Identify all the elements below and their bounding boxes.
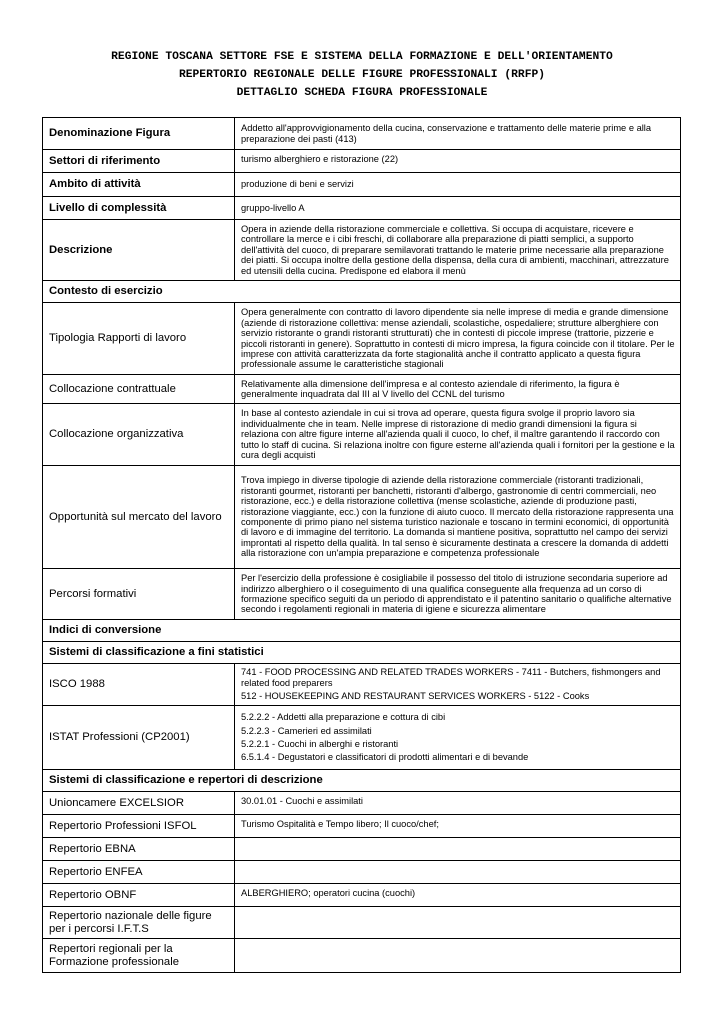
section-indici: Indici di conversione bbox=[43, 620, 681, 642]
value-settori: turismo alberghiero e ristorazione (22) bbox=[235, 150, 681, 173]
label-enfea: Repertorio ENFEA bbox=[43, 861, 235, 884]
value-ambito: produzione di beni e servizi bbox=[235, 173, 681, 197]
header-line-1: REGIONE TOSCANA SETTORE FSE E SISTEMA DELLA FORMAZIONE E DELL'ORIENTAMENTO bbox=[111, 51, 613, 63]
value-istat bbox=[235, 706, 681, 770]
label-obnf: Repertorio OBNF bbox=[43, 884, 235, 907]
row-istat bbox=[43, 706, 681, 770]
row-ambito bbox=[43, 173, 681, 197]
label-contrattuale: Collocazione contrattuale bbox=[43, 375, 235, 404]
value-regionali bbox=[235, 939, 681, 973]
row-enfea bbox=[43, 861, 681, 884]
row-isfol bbox=[43, 815, 681, 838]
value-organizzativa: In base al contesto aziendale in cui si trova ad operare, questa figura svolge il proprio lavoro sia individualmente che in team. Nelle imprese di ristorazione di medio grandi dimensioni la figura si relaziona con altre figure interne all'azienda quali il cuoco, lo chef, il maître garantendo il raccordo con tutto lo staff di cucina. Si relaziona inoltre con figure esterne all'azienda quali i fornitori per la gestione e la cura degli acquisti bbox=[235, 404, 681, 466]
label-unioncamere: Unioncamere EXCELSIOR bbox=[43, 792, 235, 815]
row-sistemi-rep bbox=[43, 770, 681, 792]
value-livello: gruppo-livello A bbox=[235, 197, 681, 220]
row-tipologia bbox=[43, 303, 681, 375]
value-descrizione: Opera in aziende della ristorazione commerciale e collettiva. Si occupa di acquistare, ricevere e controllare la merce e i cibi freschi, di collaborare alla preparazione di piatti semplici, a supporto dell'attività del cuoco, di preparare semilavorati trattando le materie prime necessarie alla preparazione dei piatti. Si occupa inoltre della gestione della dispensa, della cura di ambienti, macchinari, attrezzature ed utensili della cucina. Predispone ed elabora il menù bbox=[235, 220, 681, 281]
label-denominazione: Denominazione Figura bbox=[43, 118, 235, 150]
value-tipologia: Opera generalmente con contratto di lavoro dipendente sia nelle imprese di media e grande dimensione (aziende di ristorazione collettiva: mense aziendali, scolastiche, ospedaliere; strutture alberghiere con servizio ristorante o grandi ristoranti strutturati) che in contesti di piccole imprese (trattorie, pizzerie e piccoli ristoranti in genere). Soprattutto in contesti di micro impresa, la figura coincide con il titolare. Per le imprese con attività caratterizzata da forte stagionalità anche il contratto applicato a questa figura professionale assume le caratteristiche stagionali bbox=[235, 303, 681, 375]
value-opportunita: Trova impiego in diverse tipologie di aziende della ristorazione commerciale (ristoranti tradizionali, ristoranti gourmet, ristoranti per banchetti, ristoranti d'albergo, gastronomie di centri commerciali, neo ristorazione, ecc.) e della ristorazione collettiva (mense scolastiche, aziende di produzione pasti, ristorazione viaggiante, ecc.) con la funzione di aiuto cuoco. Il mercato della ristorazione rappresenta una componente di primo piano nel sistema turistico nazionale e toscano in termini economici, di opportunità di lavoro e di immagine del territorio. La domanda si mantiene positiva, soprattutto nel campo dei servizi improntati al rispetto della qualità. In tal senso è sicuramente destinata a crescere la domanda di addetti alla ristorazione con un'ampia preparazione e competenza professionale bbox=[235, 466, 681, 569]
scheda-table bbox=[42, 117, 681, 973]
istat-entry: 5.2.2.2 - Addetti alla preparazione e cottura di cibi bbox=[241, 712, 446, 723]
istat-entry: 6.5.1.4 - Degustatori e classificatori di prodotti alimentari e di bevande bbox=[241, 752, 529, 763]
label-istat: ISTAT Professioni (CP2001) bbox=[43, 706, 235, 770]
label-descrizione: Descrizione bbox=[43, 220, 235, 281]
row-obnf bbox=[43, 884, 681, 907]
row-settori bbox=[43, 150, 681, 173]
label-ifts: Repertorio nazionale delle figure per i percorsi I.F.T.S bbox=[43, 907, 235, 939]
label-settori: Settori di riferimento bbox=[43, 150, 235, 173]
label-regionali: Repertori regionali per la Formazione professionale bbox=[43, 939, 235, 973]
value-isfol: Turismo Ospitalità e Tempo libero; Il cuoco/chef; bbox=[235, 815, 681, 838]
value-ebna bbox=[235, 838, 681, 861]
label-organizzativa: Collocazione organizzativa bbox=[43, 404, 235, 466]
value-contrattuale: Relativamente alla dimensione dell'impresa e al contesto aziendale di riferimento, la figura è generalmente inquadrata dal III al V livello del CCNL del turismo bbox=[235, 375, 681, 404]
row-livello bbox=[43, 197, 681, 220]
header-line-3: DETTAGLIO SCHEDA FIGURA PROFESSIONALE bbox=[236, 87, 488, 99]
label-opportunita: Opportunità sul mercato del lavoro bbox=[43, 466, 235, 569]
istat-entry: 5.2.2.3 - Camerieri ed assimilati bbox=[241, 725, 372, 736]
row-ifts bbox=[43, 907, 681, 939]
value-denominazione: Addetto all'approvvigionamento della cucina, conservazione e trattamento delle materie prime e alla preparazione dei pasti (413) bbox=[235, 118, 681, 150]
value-isco bbox=[235, 664, 681, 706]
row-percorsi bbox=[43, 569, 681, 620]
section-sistemi-rep: Sistemi di classificazione e repertori di descrizione bbox=[43, 770, 681, 792]
label-isco: ISCO 1988 bbox=[43, 664, 235, 706]
value-unioncamere: 30.01.01 - Cuochi e assimilati bbox=[235, 792, 681, 815]
row-denominazione bbox=[43, 118, 681, 150]
row-organizzativa bbox=[43, 404, 681, 466]
isco-entry: 512 - HOUSEKEEPING AND RESTAURANT SERVICES WORKERS - 5122 - Cooks bbox=[241, 691, 590, 702]
row-sistemi-stat bbox=[43, 642, 681, 664]
row-indici bbox=[43, 620, 681, 642]
row-contrattuale bbox=[43, 375, 681, 404]
label-livello: Livello di complessità bbox=[43, 197, 235, 220]
value-ifts bbox=[235, 907, 681, 939]
section-contesto: Contesto di esercizio bbox=[43, 281, 681, 303]
label-isfol: Repertorio Professioni ISFOL bbox=[43, 815, 235, 838]
row-regionali bbox=[43, 939, 681, 973]
row-contesto bbox=[43, 281, 681, 303]
document-header bbox=[0, 48, 724, 102]
row-unioncamere bbox=[43, 792, 681, 815]
header-line-2: REPERTORIO REGIONALE DELLE FIGURE PROFESSIONALI (RRFP) bbox=[178, 69, 546, 81]
value-enfea bbox=[235, 861, 681, 884]
label-ebna: Repertorio EBNA bbox=[43, 838, 235, 861]
istat-entry: 5.2.2.1 - Cuochi in alberghi e ristoranti bbox=[241, 739, 399, 749]
row-opportunita bbox=[43, 466, 681, 569]
row-ebna bbox=[43, 838, 681, 861]
value-percorsi: Per l'esercizio della professione è cosigliabile il possesso del titolo di istruzione secondaria superiore ad indirizzo alberghiero o il coseguimento di una qualifica conseguente alla frequenza ad un corso di formazione specifico seguiti da un periodo di apprendistato e il patentino sanitario o qualifiche alternative secondo i regolamenti regionali in materia di igiene e sicurezza alimentare bbox=[235, 569, 681, 620]
section-sistemi-stat: Sistemi di classificazione a fini statistici bbox=[43, 642, 681, 664]
value-obnf: ALBERGHIERO; operatori cucina (cuochi) bbox=[235, 884, 681, 907]
row-descrizione bbox=[43, 220, 681, 281]
label-tipologia: Tipologia Rapporti di lavoro bbox=[43, 303, 235, 375]
label-percorsi: Percorsi formativi bbox=[43, 569, 235, 620]
isco-entry: 741 - FOOD PROCESSING AND RELATED TRADES WORKERS - 7411 - Butchers, fishmongers and related food preparers bbox=[241, 667, 661, 688]
row-isco bbox=[43, 664, 681, 706]
label-ambito: Ambito di attività bbox=[43, 173, 235, 197]
